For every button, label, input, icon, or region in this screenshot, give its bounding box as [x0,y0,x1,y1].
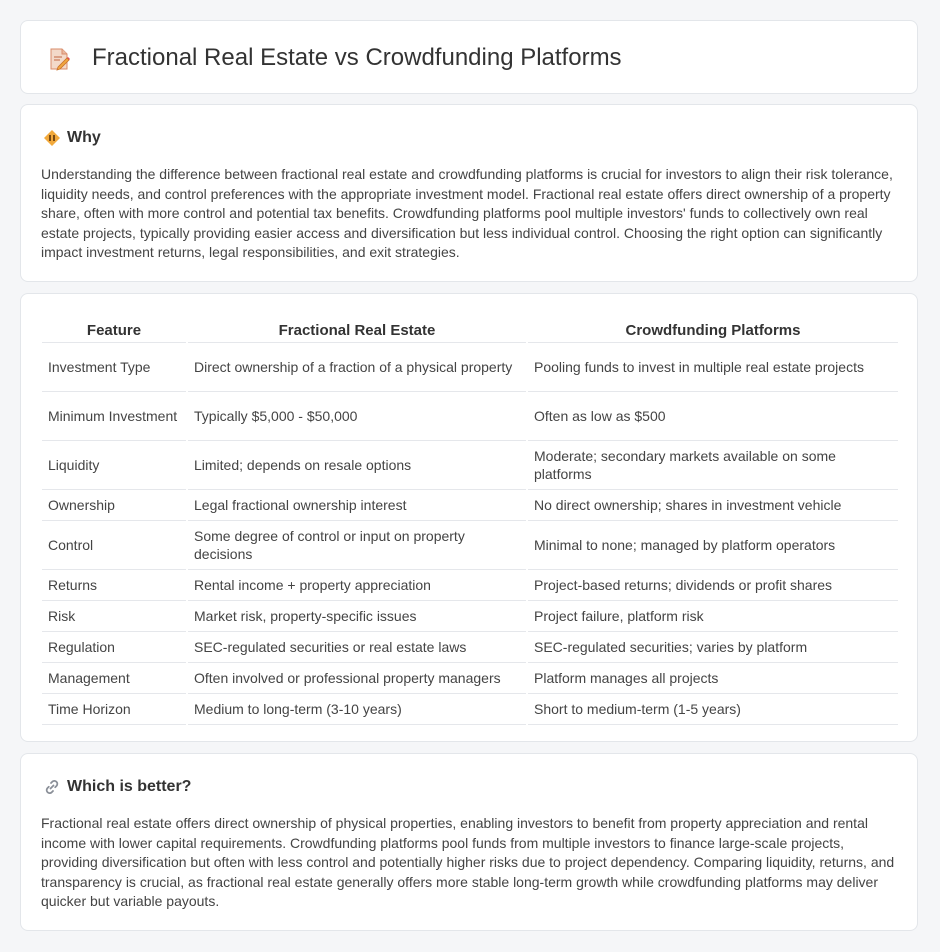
feature-cell: Management [42,663,187,694]
comparison-table [42,314,898,725]
feature-cell: Liquidity [42,441,187,490]
table-header-row [42,314,898,343]
which-better-text: Fractional real estate offers direct ownership of physical properties, enabling investors to benefit from property appreciation and rental income with lower capital requirements. Crowdfunding platforms pool funds from multiple investors to finance large-scale projects, providing diversification but often with less control and potentially higher risks due to project dependency. Comparing liquidity, returns, and transparency is crucial, as fractional real estate generally offers more stable long-term growth while crowdfunding platforms may deliver quicker but variable payouts. [41,815,895,909]
table-row [42,601,898,632]
crowdfunding-cell: Pooling funds to invest in multiple real estate projects [527,343,898,392]
table-row [42,392,898,441]
feature-cell: Minimum Investment [42,392,187,441]
crowdfunding-cell: Moderate; secondary markets available on some platforms [527,441,898,490]
feature-cell: Investment Type [42,343,187,392]
why-title: Why [67,129,101,146]
why-text: Understanding the difference between fractional real estate and crowdfunding platforms is crucial for investors to align their risk tolerance, liquidity needs, and control preferences with the appropriate investment model. Fractional real estate offers direct ownership of a property share, often with more control and potential tax benefits. Crowdfunding platforms pool multiple investors' funds to collectively own real estate projects, typically providing easier access and diversification but less individual control. Choosing the right option can significantly impact investment returns, legal responsibilities, and exit strategies. [41,166,893,260]
fractional-cell: Medium to long-term (3-10 years) [187,694,527,725]
diamond-warning-icon [43,129,61,147]
which-better-title: Which is better? [67,778,192,795]
table-row [42,490,898,521]
table-row [42,694,898,725]
table-row [42,570,898,601]
comparison-card [20,293,918,742]
crowdfunding-cell: Platform manages all projects [527,663,898,694]
fractional-cell: Direct ownership of a fraction of a physical property [187,343,527,392]
header-card [20,20,918,94]
crowdfunding-cell: Minimal to none; managed by platform operators [527,521,898,570]
fractional-cell: Some degree of control or input on property decisions [187,521,527,570]
page-title: Fractional Real Estate vs Crowdfunding Platforms [92,44,622,71]
fractional-cell: Limited; depends on resale options [187,441,527,490]
table-row [42,441,898,490]
fractional-cell: Typically $5,000 - $50,000 [187,392,527,441]
table-row [42,343,898,392]
fractional-cell: Rental income + property appreciation [187,570,527,601]
table-row [42,521,898,570]
feature-cell: Regulation [42,632,187,663]
feature-cell: Risk [42,601,187,632]
fractional-cell: Often involved or professional property managers [187,663,527,694]
header-crowdfunding: Crowdfunding Platforms [527,314,898,343]
link-icon [43,778,61,796]
feature-cell: Returns [42,570,187,601]
why-section [20,104,918,282]
crowdfunding-cell: SEC-regulated securities; varies by platform [527,632,898,663]
which-better-section [20,753,918,931]
crowdfunding-cell: No direct ownership; shares in investment vehicle [527,490,898,521]
crowdfunding-cell: Often as low as $500 [527,392,898,441]
crowdfunding-cell: Short to medium-term (1-5 years) [527,694,898,725]
table-row [42,663,898,694]
header-fractional: Fractional Real Estate [187,314,527,343]
document-pencil-icon [47,47,71,71]
feature-cell: Ownership [42,490,187,521]
fractional-cell: SEC-regulated securities or real estate laws [187,632,527,663]
fractional-cell: Market risk, property-specific issues [187,601,527,632]
fractional-cell: Legal fractional ownership interest [187,490,527,521]
feature-cell: Time Horizon [42,694,187,725]
crowdfunding-cell: Project failure, platform risk [527,601,898,632]
feature-cell: Control [42,521,187,570]
crowdfunding-cell: Project-based returns; dividends or profit shares [527,570,898,601]
table-row [42,632,898,663]
header-feature: Feature [42,314,187,343]
